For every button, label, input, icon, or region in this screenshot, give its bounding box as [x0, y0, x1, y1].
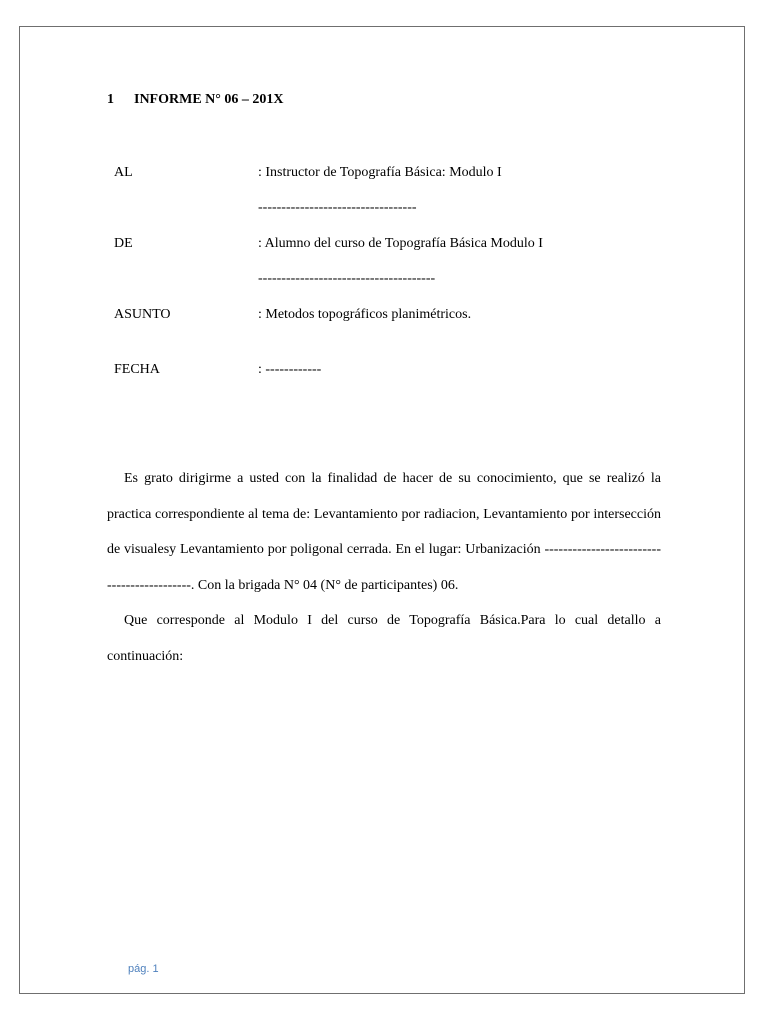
field-line-de: --------------------------------------	[258, 271, 436, 286]
page-number: pág. 1	[128, 963, 159, 975]
heading-title: INFORME N° 06 – 201X	[134, 92, 284, 107]
field-value-al: : Instructor de Topografía Básica: Modulo I	[258, 165, 502, 180]
body-paragraph-1: Es grato dirigirme a usted con la finalidad de hacer de su conocimiento, que se realizó la practica correspondiente al tema de: Levantamiento por radiacion, Levantamiento por intersección de visualesy Levantamiento por poligonal cerrada. En el lugar: Urbanización -------------------------------------------. Con la brigada N° 04 (N° de participantes) 06.	[107, 471, 661, 593]
field-line-al: ----------------------------------	[258, 200, 417, 215]
field-label-asunto: ASUNTO	[114, 307, 171, 322]
field-label-de: DE	[114, 236, 133, 251]
document-page	[19, 26, 745, 994]
field-value-fecha: : ------------	[258, 362, 322, 377]
report-heading	[107, 92, 283, 108]
field-value-de: : Alumno del curso de Topografía Básica Modulo I	[258, 236, 543, 251]
field-value-asunto: : Metodos topográficos planimétricos.	[258, 307, 472, 322]
field-label-al: AL	[114, 165, 133, 180]
body-paragraph-2: Que corresponde al Modulo I del curso de Topografía Básica.Para lo cual detallo a continuación:	[107, 613, 661, 664]
heading-number: 1	[107, 92, 114, 107]
field-label-fecha: FECHA	[114, 362, 160, 377]
